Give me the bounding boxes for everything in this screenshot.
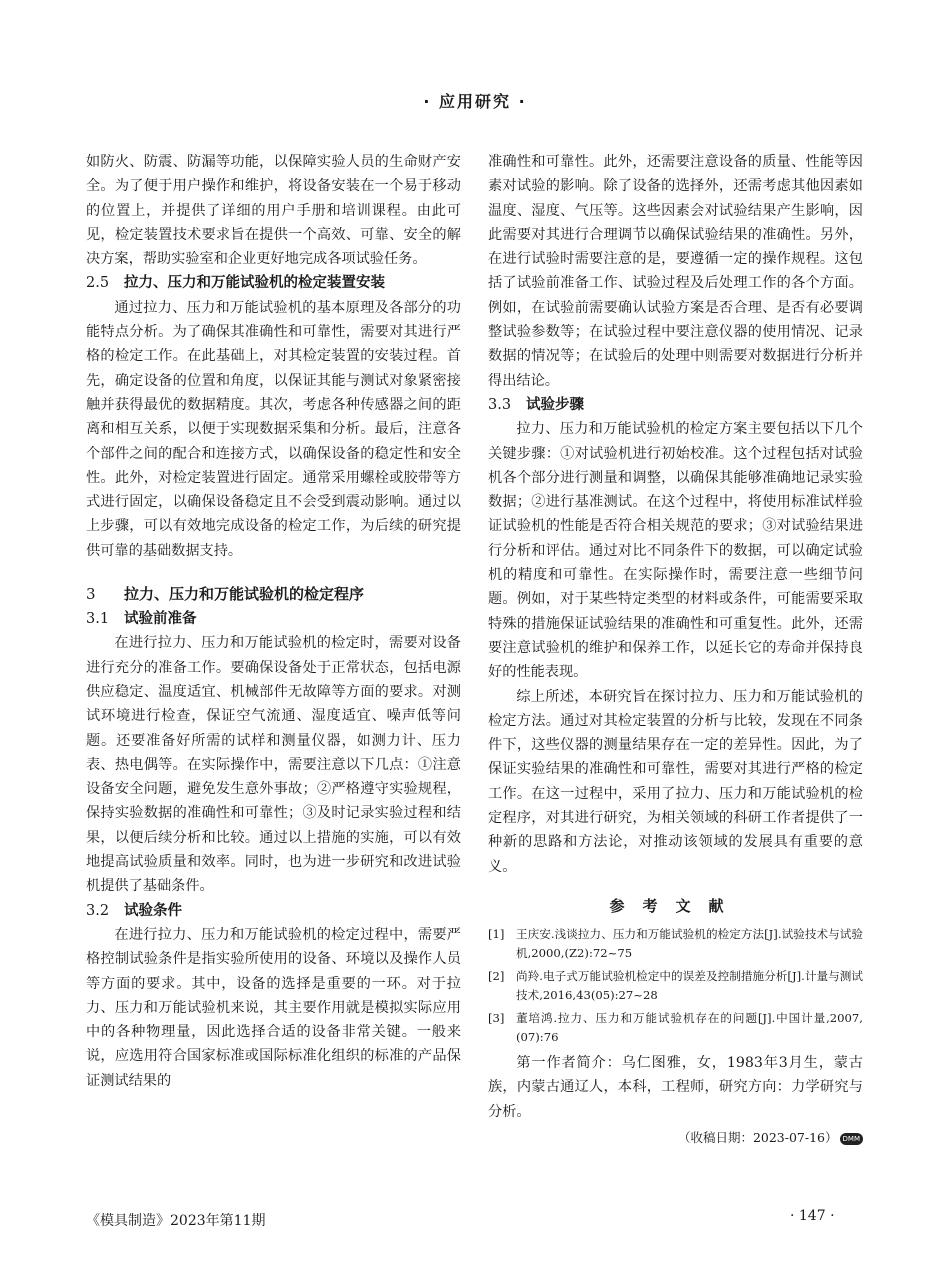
section-title: 试验条件: [124, 902, 182, 919]
left-column: [86, 150, 461, 1093]
section-number: 2.5: [86, 275, 110, 292]
section-3-1-heading: [86, 607, 461, 631]
page-number: · 147 ·: [790, 1208, 835, 1224]
section-3-3-heading: [488, 393, 863, 417]
reference-text: 董培鸿.拉力、压力和万能试验机存在的问题[J].中国计量,2007,(07):76: [516, 1010, 863, 1045]
journal-footer: 《模具制造》2023年第11期: [86, 1213, 266, 1229]
section-number: 3: [86, 585, 96, 604]
section-header: · 应用研究 ·: [423, 92, 527, 111]
section-number: 3.1: [86, 611, 110, 628]
section-3-2-heading: [86, 899, 461, 923]
reference-item: [488, 1009, 863, 1048]
received-date: [488, 1126, 863, 1150]
reference-item: [488, 967, 863, 1006]
section-3-2-paragraph: 在进行拉力、压力和万能试验机的检定过程中，需要严格控制试验条件是指实验所使用的设备、环境以及操作人员等方面的要求。其中，设备的选择是重要的一环。对于拉力、压力和万能试验机来说，其主要作用就是模拟实际应用中的各种物理量，因此选择合适的设备非常关键。一般来说，应选用符合国家标准或国际标准化组织的标准的产品保证测试结果的: [86, 926, 461, 1089]
right-column: [488, 150, 863, 1150]
section-number: 3.2: [86, 902, 110, 919]
section-title: 拉力、压力和万能试验机的检定装置安装: [124, 275, 385, 292]
summary-paragraph: 综上所述，本研究旨在探讨拉力、压力和万能试验机的检定方法。通过对其检定装置的分析与比较，发现在不同条件下，这些仪器的测量结果存在一定的差异性。因此，为了保证实验结果的准确性和可靠性，需要对其进行严格的检定工作。在这一过程中，采用了拉力、压力和万能试验机的检定程序，对其进行研究，为相关领域的科研工作者提供了一种新的思路和方法论，对推动该领域的发展具有重要的意义。: [488, 688, 863, 875]
author-note: 第一作者简介：乌仁图雅，女，1983年3月生，蒙古族，内蒙古通辽人，本科，工程师，研究方向：力学研究与分析。: [488, 1054, 863, 1120]
reference-text: 尚羚.电子式万能试验机检定中的误差及控制措施分析[J].计量与测试技术,2016,43(05):27~28: [516, 968, 863, 1003]
section-3-1-paragraph: 在进行拉力、压力和万能试验机的检定时，需要对设备进行充分的准备工作。要确保设备处于正常状态，包括电源供应稳定、温度适宜、机械部件无故障等方面的要求。对测试环境进行检查，保证空气流通、湿度适宜、噪声低等问题。还要准备好所需的试样和测量仪器，如测力计、压力表、热电偶等。在实际操作中，需要注意以下几点：①注意设备安全问题，避免发生意外事故；②严格遵守实验规程，保持实验数据的准确性和可靠性；③及时记录实验过程和结果，以便后续分析和比较。通过以上措施的实施，可以有效地提高试验质量和效率。同时，也为进一步研究和改进试验机提供了基础条件。: [86, 635, 461, 895]
section-number: 3.3: [488, 396, 512, 413]
intro-paragraph: 如防火、防震、防漏等功能，以保障实验人员的生命财产安全。为了便于用户操作和维护，将设备安装在一个易于移动的位置上，并提供了详细的用户手册和培训课程。由此可见，检定装置技术要求旨在提供一个高效、可靠、安全的解决方案，帮助实验室和企业更好地完成各项试验任务。: [86, 154, 461, 268]
section-title: 试验步骤: [526, 396, 584, 413]
section-3-3-paragraph: 拉力、压力和万能试验机的检定方案主要包括以下几个关键步骤：①对试验机进行初始校准。这个过程包括对试验机各个部分进行测量和调整，以确保其能够准确地记录实验数据；②进行基准测试。在这个过程中，将使用标准试样验证试验机的性能是否符合相关规范的要求；③对试验结果进行分析和评估。通过对比不同条件下的数据，可以确定试验机的精度和可靠性。在实际操作时，需要注意一些细节问题。例如，对于某些特定类型的材料或条件，可能需要采取特殊的措施保证试验结果的准确性和可重复性。此外，还需要注意试验机的维护和保养工作，以延长它的寿命并保持良好的性能表现。: [488, 421, 863, 681]
references-heading: 参考文献: [609, 896, 742, 915]
reference-number: [2]: [488, 968, 505, 983]
reference-number: [1]: [488, 926, 505, 941]
continued-paragraph: 准确性和可靠性。此外，还需要注意设备的质量、性能等因素对试验的影响。除了设备的选择外，还需考虑其他因素如温度、湿度、气压等。这些因素会对试验结果产生影响，因此需要对其进行合理调节以确保试验结果的准确性。另外，在进行试验时需要注意的是，要遵循一定的操作规程。这包括了试验前准备工作、试验过程及后处理工作的各个方面。例如，在试验前需要确认试验方案是否合理、是否有必要调整试验参数等；在试验过程中要注意仪器的使用情况、记录数据的情况等；在试验后的处理中则需要对数据进行分析并得出结论。: [488, 154, 863, 389]
section-3-heading: [86, 581, 461, 607]
section-2-5-heading: [86, 271, 461, 295]
dmm-logo-icon: DMM: [840, 1133, 863, 1145]
section-title: 拉力、压力和万能试验机的检定程序: [124, 585, 365, 604]
reference-text: 王庆安.浅谈拉力、压力和万能试验机的检定方法[J].试验技术与试验机,2000,(Z2):72~75: [516, 926, 863, 961]
section-2-5-paragraph: 通过拉力、压力和万能试验机的基本原理及各部分的功能特点分析。为了确保其准确性和可靠性，需要对其进行严格的检定工作。在此基础上，对其检定装置的安装过程。首先，确定设备的位置和角度，以保证其能与测试对象紧密接触并获得最优的数据精度。其次，考虑各种传感器之间的距离和相互关系，以便于实现数据采集和分析。最后，注意各个部件之间的配合和连接方式，以确保设备的稳定性和安全性。此外，对检定装置进行固定。通常采用螺栓或胶带等方式进行固定，以确保设备稳定且不会受到震动影响。通过以上步骤，可以有效地完成设备的检定工作，为后续的研究提供可靠的基础数据支持。: [86, 299, 461, 559]
reference-number: [3]: [488, 1010, 505, 1025]
reference-item: [488, 925, 863, 964]
received-date-text: （收稿日期：2023-07-16）: [677, 1129, 838, 1145]
section-title: 试验前准备: [124, 611, 197, 628]
